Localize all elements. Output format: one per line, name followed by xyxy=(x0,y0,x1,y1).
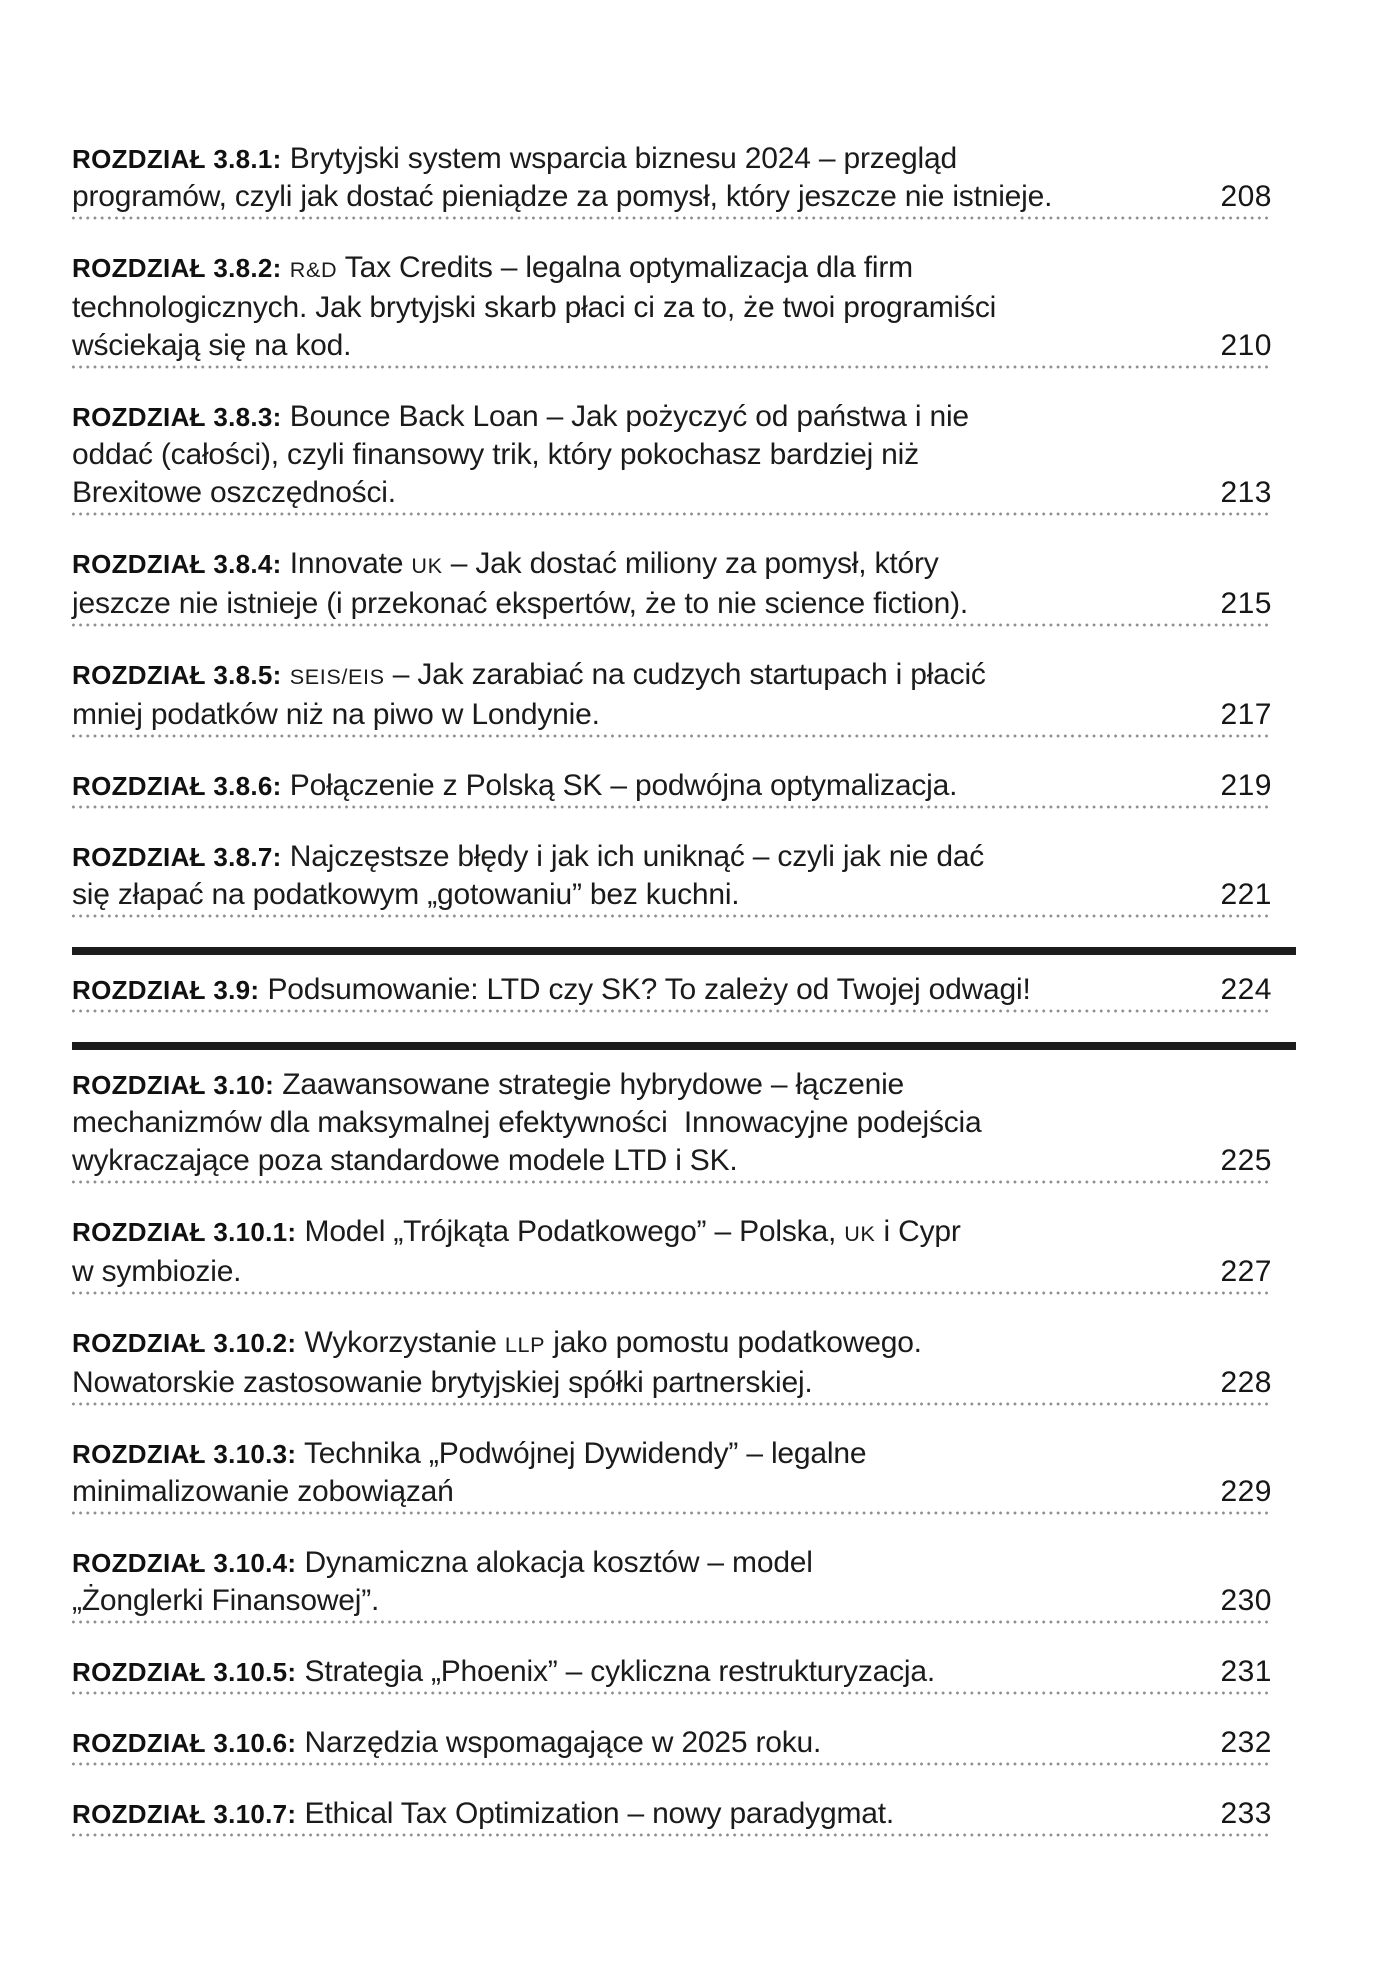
page-number: 215 xyxy=(1220,587,1272,620)
entry-text: Najczęstsze błędy i jak ich uniknąć – czyli jak nie dać xyxy=(289,840,985,873)
chapter-label: ROZDZIAŁ 3.8.1: xyxy=(72,144,282,174)
chapter-label: ROZDZIAŁ 3.10.1: xyxy=(72,1217,297,1247)
toc-entry xyxy=(72,1795,1272,1839)
entry-text-line xyxy=(72,1544,1272,1582)
entry-text: jako pomostu podatkowego. xyxy=(545,1326,922,1359)
entry-text-line xyxy=(72,1653,1272,1691)
entry-text: Strategia „Phoenix” – cykliczna restrukturyzacja. xyxy=(304,1655,935,1688)
page-number: 231 xyxy=(1220,1655,1272,1688)
smallcaps-text: UK xyxy=(844,1221,876,1246)
page-number: 233 xyxy=(1220,1797,1272,1830)
chapter-label: ROZDZIAŁ 3.8.3: xyxy=(72,402,282,432)
dotted-leader xyxy=(72,914,1272,918)
dotted-leader xyxy=(72,1291,1272,1295)
dotted-leader xyxy=(72,1691,1272,1695)
chapter-label: ROZDZIAŁ 3.10.7: xyxy=(72,1799,297,1829)
entry-text-line xyxy=(72,1582,1272,1620)
page-number: 213 xyxy=(1220,476,1272,509)
toc-list xyxy=(72,140,1272,1839)
entry-text: Połączenie z Polską SK – podwójna optymalizacja. xyxy=(289,769,958,802)
entry-text-line xyxy=(72,1253,1272,1291)
entry-text: technologicznych. Jak brytyjski skarb płaci ci za to, że twoi programiści xyxy=(72,291,997,324)
entry-text-line xyxy=(72,1104,1272,1142)
entry-text-line xyxy=(72,178,1272,216)
toc-entry xyxy=(72,1724,1272,1768)
toc-entry xyxy=(72,249,1272,371)
entry-text-line xyxy=(72,1724,1272,1762)
entry-text: Innovate xyxy=(289,547,412,580)
entry-text-line xyxy=(72,327,1272,365)
entry-text-line xyxy=(72,1324,1272,1364)
entry-text-line xyxy=(72,767,1272,805)
toc-entry xyxy=(72,1544,1272,1626)
page-number: 224 xyxy=(1220,973,1272,1006)
entry-text-line xyxy=(72,289,1272,327)
entry-text: Model „Trójkąta Podatkowego” – Polska, xyxy=(304,1215,845,1248)
chapter-label: ROZDZIAŁ 3.9: xyxy=(72,975,260,1005)
toc-entry xyxy=(72,838,1272,920)
entry-text-line xyxy=(72,1435,1272,1473)
toc-entry xyxy=(72,656,1272,740)
entry-text: mechanizmów dla maksymalnej efektywności Innowacyjne podejścia xyxy=(72,1106,982,1139)
chapter-label: ROZDZIAŁ 3.10.3: xyxy=(72,1439,297,1469)
dotted-leader xyxy=(72,1762,1272,1766)
dotted-leader xyxy=(72,623,1272,627)
toc-entry xyxy=(72,398,1272,518)
page-number: 227 xyxy=(1220,1255,1272,1288)
dotted-leader xyxy=(72,1180,1272,1184)
entry-text-line xyxy=(72,585,1272,623)
chapter-label: ROZDZIAŁ 3.10: xyxy=(72,1070,275,1100)
entry-text-line xyxy=(72,545,1272,585)
chapter-label: ROZDZIAŁ 3.8.7: xyxy=(72,842,282,872)
page-number: 232 xyxy=(1220,1726,1272,1759)
smallcaps-text: UK xyxy=(411,553,443,578)
dotted-leader xyxy=(72,365,1272,369)
toc-entry xyxy=(72,1653,1272,1697)
toc-entry xyxy=(72,971,1272,1015)
entry-text-line xyxy=(72,696,1272,734)
entry-text: „Żonglerki Finansowej”. xyxy=(72,1584,380,1617)
entry-text: Zaawansowane strategie hybrydowe – łączenie xyxy=(282,1068,905,1101)
page-number: 221 xyxy=(1220,878,1272,911)
page-number: 217 xyxy=(1220,698,1272,731)
entry-text: Brytyjski system wsparcia biznesu 2024 – przegląd xyxy=(289,142,957,175)
toc-entry xyxy=(72,1435,1272,1517)
page-number: 208 xyxy=(1220,180,1272,213)
chapter-label: ROZDZIAŁ 3.8.4: xyxy=(72,549,282,579)
entry-text-line xyxy=(72,1142,1272,1180)
entry-text-line xyxy=(72,838,1272,876)
entry-text: wykraczające poza standardowe modele LTD i SK. xyxy=(72,1144,738,1177)
dotted-leader xyxy=(72,512,1272,516)
dotted-leader xyxy=(72,1511,1272,1515)
entry-text: Bounce Back Loan – Jak pożyczyć od państwa i nie xyxy=(289,400,969,433)
toc-entry xyxy=(72,140,1272,222)
entry-text-line xyxy=(72,1213,1272,1253)
smallcaps-text: R&D xyxy=(289,257,338,282)
chapter-label: ROZDZIAŁ 3.10.5: xyxy=(72,1657,297,1687)
entry-text-line xyxy=(72,140,1272,178)
toc-entry xyxy=(72,767,1272,811)
entry-text-line xyxy=(72,1364,1272,1402)
entry-text: oddać (całości), czyli finansowy trik, który pokochasz bardziej niż xyxy=(72,438,919,471)
dotted-leader xyxy=(72,1402,1272,1406)
entry-text: i Cypr xyxy=(875,1215,961,1248)
entry-text-line xyxy=(72,1795,1272,1833)
entry-text-line xyxy=(72,1473,1272,1511)
page-number: 230 xyxy=(1220,1584,1272,1617)
entry-text: – Jak dostać miliony za pomysł, który xyxy=(442,547,939,580)
toc-entry xyxy=(72,545,1272,629)
entry-text: się złapać na podatkowym „gotowaniu” bez kuchni. xyxy=(72,878,740,911)
entry-text-line xyxy=(72,876,1272,914)
entry-text-line xyxy=(72,1066,1272,1104)
entry-text: – Jak zarabiać na cudzych startupach i płacić xyxy=(384,658,986,691)
page-number: 229 xyxy=(1220,1475,1272,1508)
toc-entry xyxy=(72,1066,1272,1186)
page-number: 225 xyxy=(1220,1144,1272,1177)
chapter-label: ROZDZIAŁ 3.8.5: xyxy=(72,660,282,690)
entry-text-line xyxy=(72,971,1272,1009)
chapter-label: ROZDZIAŁ 3.10.4: xyxy=(72,1548,297,1578)
dotted-leader xyxy=(72,1009,1272,1013)
entry-text-line xyxy=(72,436,1272,474)
page-number: 228 xyxy=(1220,1366,1272,1399)
dotted-leader xyxy=(72,734,1272,738)
entry-text: programów, czyli jak dostać pieniądze za pomysł, który jeszcze nie istnieje. xyxy=(72,180,1053,213)
chapter-label: ROZDZIAŁ 3.10.2: xyxy=(72,1328,297,1358)
entry-text: Technika „Podwójnej Dywidendy” – legalne xyxy=(303,1437,867,1470)
page-number: 210 xyxy=(1220,329,1272,362)
entry-text: jeszcze nie istnieje (i przekonać ekspertów, że to nie science fiction). xyxy=(72,587,969,620)
dotted-leader xyxy=(72,805,1272,809)
entry-text: Brexitowe oszczędności. xyxy=(72,476,396,509)
dotted-leader xyxy=(72,216,1272,220)
chapter-label: ROZDZIAŁ 3.8.6: xyxy=(72,771,282,801)
entry-text: w symbiozie. xyxy=(72,1255,242,1288)
entry-text: Narzędzia wspomagające w 2025 roku. xyxy=(304,1726,822,1759)
entry-text-line xyxy=(72,656,1272,696)
entry-text: Tax Credits – legalna optymalizacja dla firm xyxy=(337,251,913,284)
smallcaps-text: SEIS/EIS xyxy=(289,664,385,689)
entry-text: Nowatorskie zastosowanie brytyjskiej spółki partnerskiej. xyxy=(72,1366,813,1399)
chapter-label: ROZDZIAŁ 3.8.2: xyxy=(72,253,282,283)
entry-text: Dynamiczna alokacja kosztów – model xyxy=(304,1546,813,1579)
toc-entry xyxy=(72,1213,1272,1297)
entry-text-line xyxy=(72,249,1272,289)
entry-text: Podsumowanie: LTD czy SK? To zależy od Twojej odwagi! xyxy=(267,973,1031,1006)
smallcaps-text: LLP xyxy=(504,1332,546,1357)
page-number: 219 xyxy=(1220,769,1272,802)
section-divider-rule xyxy=(72,1042,1296,1050)
dotted-leader xyxy=(72,1620,1272,1624)
entry-text: minimalizowanie zobowiązań xyxy=(72,1475,454,1508)
entry-text: wściekają się na kod. xyxy=(72,329,352,362)
chapter-label: ROZDZIAŁ 3.10.6: xyxy=(72,1728,297,1758)
toc-entry xyxy=(72,1324,1272,1408)
entry-text: Ethical Tax Optimization – nowy paradygmat. xyxy=(304,1797,894,1830)
section-divider-rule xyxy=(72,947,1296,955)
entry-text-line xyxy=(72,474,1272,512)
entry-text: Wykorzystanie xyxy=(304,1326,505,1359)
dotted-leader xyxy=(72,1833,1272,1837)
entry-text-line xyxy=(72,398,1272,436)
entry-text: mniej podatków niż na piwo w Londynie. xyxy=(72,698,600,731)
